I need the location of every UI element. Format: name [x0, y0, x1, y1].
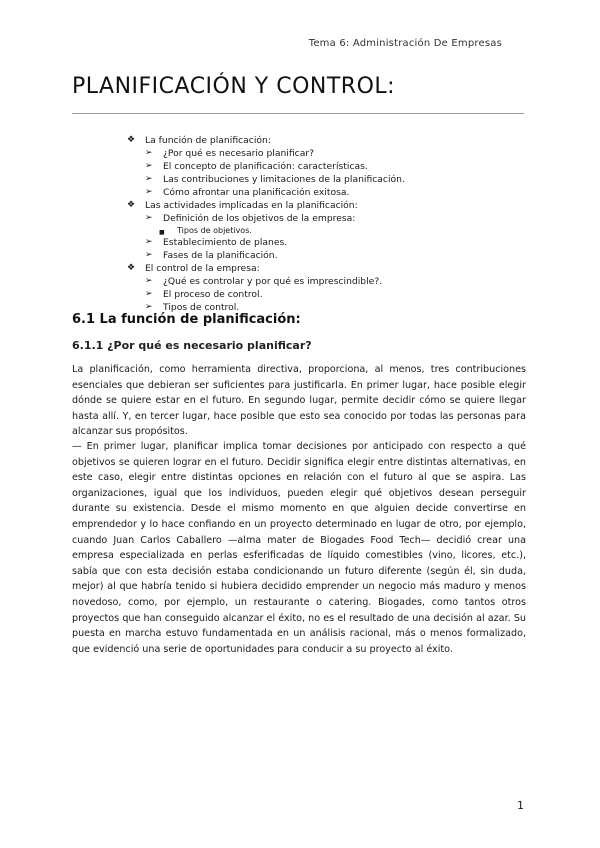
subsection-heading: 6.1.1 ¿Por qué es necesario planificar? [72, 339, 312, 352]
outline-item-label: ¿Qué es controlar y por qué es imprescindible?. [163, 276, 383, 287]
topic-outline [127, 134, 527, 314]
diamond-bullet-icon: ❖ [127, 135, 136, 145]
outline-item [127, 199, 527, 212]
outline-item [145, 249, 527, 262]
outline-item-label: El proceso de control. [163, 289, 263, 300]
outline-sublist [127, 275, 527, 314]
outline-item-label: ¿Por qué es necesario planificar? [163, 148, 314, 159]
outline-item [145, 186, 527, 199]
outline-item [145, 212, 527, 225]
section-heading: 6.1 La función de planificación: [72, 312, 301, 327]
outline-item [127, 134, 527, 147]
outline-sublist [145, 225, 527, 236]
outline-item [145, 225, 527, 236]
arrow-bullet-icon: ➢ [145, 237, 153, 247]
arrow-bullet-icon: ➢ [145, 302, 153, 312]
outline-item [145, 275, 527, 288]
outline-item [145, 236, 527, 249]
arrow-bullet-icon: ➢ [145, 187, 153, 197]
outline-item [145, 160, 527, 173]
outline-item-label: Tipos de control. [163, 302, 240, 313]
arrow-bullet-icon: ➢ [145, 148, 153, 158]
outline-item-label: Las contribuciones y limitaciones de la planificación. [163, 174, 405, 185]
outline-item-label: Las actividades implicadas en la planificación: [145, 200, 358, 211]
outline-sublist [127, 212, 527, 262]
page-number: 1 [517, 799, 524, 812]
outline-item [145, 147, 527, 160]
arrow-bullet-icon: ➢ [145, 289, 153, 299]
diamond-bullet-icon: ❖ [127, 200, 136, 210]
outline-item [127, 262, 527, 275]
outline-item [145, 173, 527, 186]
outline-item-label: Fases de la planificación. [163, 250, 278, 261]
arrow-bullet-icon: ➢ [145, 276, 153, 286]
outline-item-label: El concepto de planificación: características. [163, 161, 368, 172]
outline-item-label: Tipos de objetivos. [177, 226, 252, 235]
outline-item-label: Establecimiento de planes. [163, 237, 288, 248]
outline-item-label: Definición de los objetivos de la empresa: [163, 213, 356, 224]
arrow-bullet-icon: ➢ [145, 174, 153, 184]
square-bullet-icon: ■ [159, 229, 165, 236]
title-divider [72, 113, 524, 114]
arrow-bullet-icon: ➢ [145, 213, 153, 223]
document-title: PLANIFICACIÓN Y CONTROL: [72, 74, 396, 99]
arrow-bullet-icon: ➢ [145, 161, 153, 171]
outline-item-label: El control de la empresa: [145, 263, 260, 274]
paragraph-intro: La planificación, como herramienta directiva, proporciona, al menos, tres contribuciones esenciales que debieran ser suficientes para justificarla. En primer lugar, hace posible elegir dónde se quiere estar en el futuro. En segundo lugar, permite decidir cómo se quiere llegar hasta allí. Y, en tercer lugar, hace posible que esto sea conocido por todas las personas para alcanzar sus propósitos. [72, 364, 526, 438]
outline-item-label: La función de planificación: [145, 135, 271, 146]
outline-sublist [127, 147, 527, 199]
paragraph-first-point: — En primer lugar, planificar implica tomar decisiones por anticipado con respecto a qué objetivos se quieren lograr en el futuro. Decidir significa elegir entre distintas alternativas, en este caso, elegir entre distintas opciones en relación con el futuro al que se aspira. Las organizaciones, igual que los individuos, pueden elegir qué objetivos desean perseguir durante su existencia. Desde el mismo momento en que alguien decide convertirse en emprendedor y lo hace confiando en un proyecto determinado en lugar de otro, por ejemplo, cuando Juan Carlos Caballero —alma mater de Biogades Food Tech— decidió crear una empresa especializada en perlas esferificadas de líquido comestibles (vino, licores, etc.), sabía que con esta decisión estaba condicionando un futuro diferente (según él, sin duda, mejor) al que habría tenido si hubiera decidido emprender un negocio más maduro y menos novedoso, como, por ejemplo, un restaurante o catering. Biogades, como tantos otros proyectos que han conseguido alcanzar el éxito, no es el resultado de una decisión al azar. Su puesta en marcha estuvo fundamentada en un análisis racional, más o menos formalizado, que evidenció una serie de oportunidades para conducir a su proyecto al éxito. [72, 441, 526, 655]
outline-list [127, 134, 527, 314]
outline-item [145, 288, 527, 301]
arrow-bullet-icon: ➢ [145, 250, 153, 260]
running-header: Tema 6: Administración De Empresas [308, 38, 502, 49]
outline-item-label: Cómo afrontar una planificación exitosa. [163, 187, 350, 198]
diamond-bullet-icon: ❖ [127, 263, 136, 273]
